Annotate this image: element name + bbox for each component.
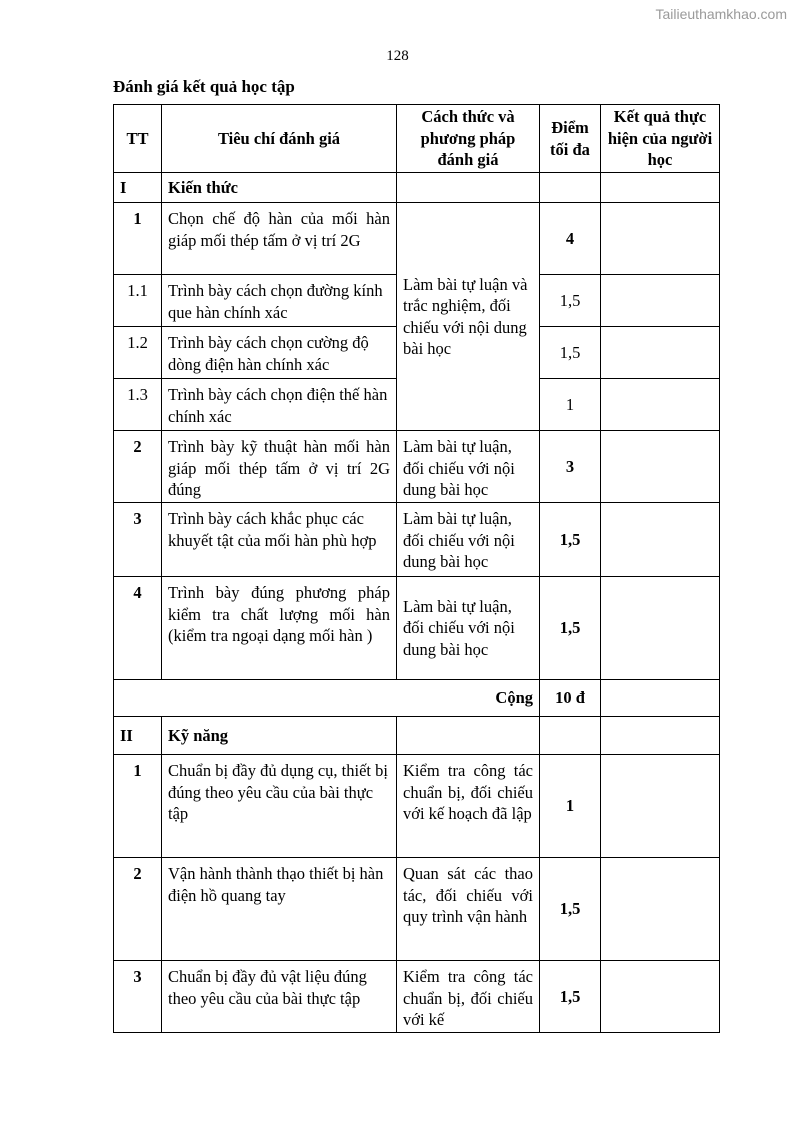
row-method: Làm bài tự luận, đối chiếu với nội dung bài học bbox=[397, 431, 540, 503]
row-points: 1,5 bbox=[540, 275, 601, 327]
table-row bbox=[114, 755, 720, 858]
row-tt: 3 bbox=[114, 503, 162, 577]
table-row bbox=[114, 858, 720, 961]
row-points: 1 bbox=[540, 755, 601, 858]
row-tt: 1.3 bbox=[114, 379, 162, 431]
row-method: Làm bài tự luận, đối chiếu với nội dung bài học bbox=[397, 503, 540, 577]
row-result bbox=[601, 503, 720, 577]
row-method: Làm bài tự luận, đối chiếu với nội dung bài học bbox=[397, 577, 540, 680]
row-method: Quan sát các thao tác, đối chiếu với quy trình vận hành bbox=[397, 858, 540, 961]
row-tt: 2 bbox=[114, 431, 162, 503]
row-criteria: Trình bày cách chọn cường độ dòng điện hàn chính xác bbox=[162, 327, 397, 379]
row-criteria: Trình bày kỹ thuật hàn mối hàn giáp mối thép tấm ở vị trí 2G đúng bbox=[162, 431, 397, 503]
row-criteria: Trình bày cách chọn đường kính que hàn chính xác bbox=[162, 275, 397, 327]
row-result bbox=[601, 327, 720, 379]
row-points: 1,5 bbox=[540, 577, 601, 680]
row-points: 1,5 bbox=[540, 961, 601, 1033]
assessment-table bbox=[113, 104, 720, 1033]
table-row bbox=[114, 577, 720, 680]
row-tt: 3 bbox=[114, 961, 162, 1033]
row-result bbox=[601, 961, 720, 1033]
table-header bbox=[114, 105, 720, 173]
section-title: Đánh giá kết quả học tập bbox=[113, 77, 295, 96]
row-result bbox=[601, 275, 720, 327]
row-criteria: Chuẩn bị đầy đủ dụng cụ, thiết bị đúng theo yêu cầu của bài thực tập bbox=[162, 755, 397, 858]
section-num: I bbox=[114, 173, 162, 203]
row-criteria: Chuẩn bị đầy đủ vật liệu đúng theo yêu cầu của bài thực tập bbox=[162, 961, 397, 1033]
row-criteria: Trình bày cách khắc phục các khuyết tật của mối hàn phù hợp bbox=[162, 503, 397, 577]
row-points: 4 bbox=[540, 203, 601, 275]
watermark: Tailieuthamkhao.com bbox=[655, 6, 787, 22]
row-tt: 1 bbox=[114, 203, 162, 275]
row-result bbox=[601, 755, 720, 858]
row-tt: 1.2 bbox=[114, 327, 162, 379]
header-max: Điểm tối đa bbox=[540, 105, 601, 173]
row-criteria: Chọn chế độ hàn của mối hàn giáp mối thép tấm ở vị trí 2G bbox=[162, 203, 397, 275]
section-label: Kiến thức bbox=[162, 173, 397, 203]
row-result bbox=[601, 858, 720, 961]
table-row bbox=[114, 961, 720, 1033]
row-criteria: Trình bày cách chọn điện thế hàn chính xác bbox=[162, 379, 397, 431]
header-criteria: Tiêu chí đánh giá bbox=[162, 105, 397, 173]
row-method: Làm bài tự luận và trắc nghiệm, đối chiếu với nội dung bài học bbox=[397, 203, 540, 431]
row-result bbox=[601, 379, 720, 431]
row-method: Kiểm tra công tác chuẩn bị, đối chiếu với kế hoạch đã lập bbox=[397, 755, 540, 858]
row-method: Kiểm tra công tác chuẩn bị, đối chiếu với kế bbox=[397, 961, 540, 1033]
row-points: 1,5 bbox=[540, 858, 601, 961]
row-criteria: Vận hành thành thạo thiết bị hàn điện hồ quang tay bbox=[162, 858, 397, 961]
row-points: 3 bbox=[540, 431, 601, 503]
section-row bbox=[114, 717, 720, 755]
row-points: 1,5 bbox=[540, 327, 601, 379]
row-result bbox=[601, 577, 720, 680]
header-method: Cách thức và phương pháp đánh giá bbox=[397, 105, 540, 173]
section-num: II bbox=[114, 717, 162, 755]
row-points: 1,5 bbox=[540, 503, 601, 577]
row-tt: 2 bbox=[114, 858, 162, 961]
row-result bbox=[601, 431, 720, 503]
section-row bbox=[114, 173, 720, 203]
row-criteria: Trình bày đúng phương pháp kiểm tra chất lượng mối hàn (kiểm tra ngoại dạng mối hàn ) bbox=[162, 577, 397, 680]
total-label: Cộng bbox=[114, 680, 540, 717]
row-points: 1 bbox=[540, 379, 601, 431]
row-tt: 1.1 bbox=[114, 275, 162, 327]
header-tt: TT bbox=[114, 105, 162, 173]
row-tt: 1 bbox=[114, 755, 162, 858]
row-tt: 4 bbox=[114, 577, 162, 680]
section-label: Kỹ năng bbox=[162, 717, 397, 755]
row-result bbox=[601, 203, 720, 275]
header-result: Kết quả thực hiện của người học bbox=[601, 105, 720, 173]
table-row bbox=[114, 503, 720, 577]
total-value: 10 đ bbox=[540, 680, 601, 717]
page-number: 128 bbox=[386, 48, 409, 64]
table-row bbox=[114, 203, 720, 275]
total-row bbox=[114, 680, 720, 717]
table-row bbox=[114, 431, 720, 503]
